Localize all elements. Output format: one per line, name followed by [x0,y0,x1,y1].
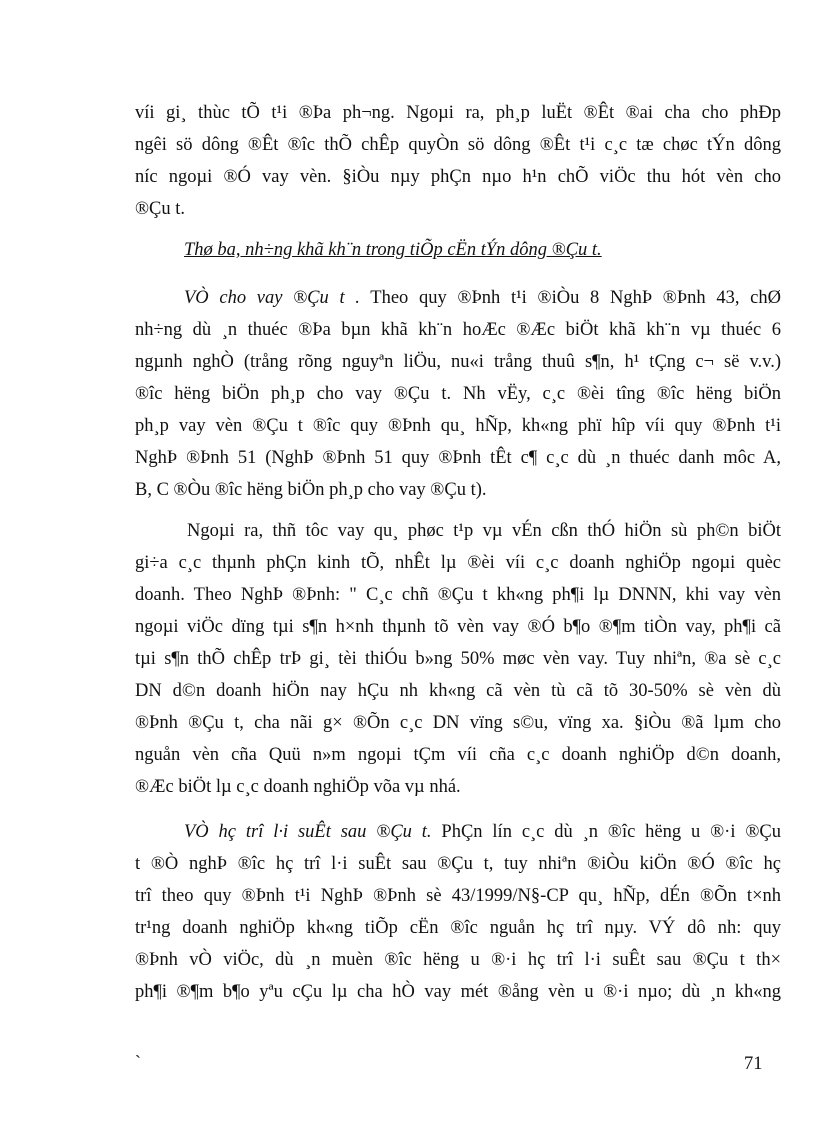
paragraph-lead: VÒ cho vay ®Çu t . [184,288,360,308]
text-line: B, C ®Òu ®îc hëng biÖn ph¸p cho vay ®Çu t). [135,480,487,500]
text-line: ®Þnh ®Çu t, cha nãi g× ®Õn c¸c DN vïng s©u, vïng xa. §iÒu ®ã lµm cho [135,713,781,733]
text-line: níc ngoµi ®Ó vay vèn. §iÒu nµy phÇn nµo h¹n chÕ viÖc thu hót vèn cho [135,167,781,187]
text-line: ngêi sö dông ®Êt ®îc thÕ chÊp quyÒn sö dông ®Êt t¹i c¸c tæ chøc tÝn dông [135,135,781,155]
text-line: tµi s¶n thÕ chÊp trÞ gi¸ tèi thiÓu b»ng 50% møc vèn vay. Tuy nhiªn, ®a sè c¸c [135,649,781,669]
page-number: 71 [744,1054,763,1074]
text-line: trî theo quy ®Þnh t¹i NghÞ ®Þnh sè 43/1999/N§-CP qu¸ hÑp, dÉn ®Õn t×nh [135,886,781,906]
text-line: DN d©n doanh hiÖn nay hÇu nh kh«ng cã vèn tù cã tõ 30-50% sè vèn dù [135,681,781,701]
text-line: gi÷a c¸c thµnh phÇn kinh tÕ, nhÊt lµ ®èi víi c¸c doanh nghiÖp ngoµi quèc [135,553,781,573]
text-line: ®Þnh vÒ viÖc, dù ¸n muèn ®îc hëng u ®·i hç trî l·i suÊt sau ®Çu t th× [135,950,781,970]
text-line: doanh. Theo NghÞ ®Þnh: " C¸c chñ ®Çu t kh«ng ph¶i lµ DNNN, khi vay vèn [135,585,781,605]
text-line: Ngoµi ra, thñ tôc vay qu¸ phøc t¹p vµ vÉn cßn thÓ hiÖn sù ph©n biÖt [187,521,781,541]
text-line: t ®Ò nghÞ ®îc hç trî l·i suÊt sau ®Çu t, tuy nhiªn ®iÒu kiÖn ®Ó ®îc hç [135,854,781,874]
text-line: ®Æc biÖt lµ c¸c doanh nghiÖp võa vµ nhá. [135,777,461,797]
text-fragment: Theo quy ®Þnh t¹i ®iÒu 8 NghÞ ®Þnh 43, chØ [359,288,781,308]
paragraph-lead: VÒ hç trî l·i suÊt sau ®Çu t. [184,822,432,842]
text-line: ®îc hëng biÖn ph¸p cho vay ®Çu t. Nh vËy, c¸c ®èi tîng ®îc hëng biÖn [135,384,781,404]
text-line: ph¸p vay vèn ®Çu t ®îc quy ®Þnh qu¸ hÑp, kh«ng phï hîp víi quy ®Þnh t¹i [135,416,781,436]
footer-mark: ` [135,1052,141,1072]
text-line: NghÞ ®Þnh 51 (NghÞ ®Þnh 51 quy ®Þnh tÊt c¶ c¸c dù ¸n thuéc danh môc A, [135,448,781,468]
text-line [135,816,781,848]
paragraph-4 [135,816,781,1008]
text-line: ngoµi viÖc dïng tµi s¶n h×nh thµnh tõ vèn vay ®Ó b¶o ®¶m tiÒn vay, ph¶i cã [135,617,781,637]
section-heading: Thø ba, nh÷ng khã kh¨n trong tiÕp cËn tÝn dông ®Çu t. [184,240,602,260]
paragraph-1 [135,97,781,225]
text-line: víi gi¸ thùc tÕ t¹i ®Þa ph¬ng. Ngoµi ra, ph¸p luËt ®Êt ®ai cha cho phÐp [135,103,781,123]
text-line: tr¹ng doanh nghiÖp kh«ng tiÕp cËn ®îc nguån hç trî nµy. VÝ dô nh: quy [135,918,781,938]
text-line [135,282,781,314]
text-line: nh÷ng dù ¸n thuéc ®Þa bµn khã kh¨n hoÆc ®Æc biÖt khã kh¨n vµ thuéc 6 [135,320,781,340]
paragraph-2 [135,282,781,506]
text-line: nguån vèn cña Quü n»m ngoµi tÇm víi cña c¸c doanh nghiÖp d©n doanh, [135,745,781,765]
paragraph-3 [135,515,781,803]
text-fragment: PhÇn lín c¸c dù ¸n ®îc hëng u ®·i ®Çu [431,822,781,842]
text-line: ®Çu t. [135,199,186,219]
text-line: ngµnh nghÒ (trång rõng nguyªn liÖu, nu«i trång thuû s¶n, h¹ tÇng c¬ së v.v.) [135,352,781,372]
text-line: ph¶i ®¶m b¶o yªu cÇu lµ cha hÒ vay mét ®ång vèn u ®·i nµo; dù ¸n kh«ng [135,982,781,1002]
